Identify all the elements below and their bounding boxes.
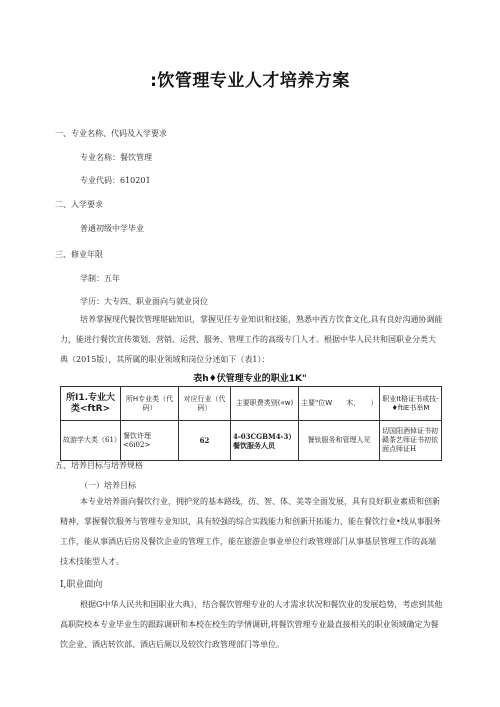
section-heading-2: 二、入学要求 [55,200,103,209]
table-header-row [61,387,442,421]
study-duration: 学制：五年 [80,274,120,283]
major-name: 专业名称：餐饮管理 [80,153,152,162]
header-major-class: 所H专业类（代码） [121,387,179,421]
header-certificates: 职业It格证书或技-♦ftiE书举M [380,387,442,421]
cell-major-class: 餐饮许理<6i02> [121,421,179,461]
cell-certificates: 切国阳酒倬证书初赣茶艺师证书初依面点师证H [380,421,442,461]
section-heading-3: 三、修业年限 [55,250,103,259]
cell-occupation-type: 4-03CGBM4-3）餐饮服务人员 [231,421,299,461]
cell-main-post: 餐钛服务和管理人见 [299,421,380,461]
admission-requirement: 普通初级中学毕业 [80,224,144,233]
subsection-career-orientation: I,职业面向 [60,580,103,590]
occupation-table [60,386,442,461]
section-heading-1: 一、专业名称、代码及入学要求 [55,129,167,138]
section-heading-5: 五、培养目标与培养规格 [55,461,143,470]
major-code: 专业代码：610201 [80,176,151,185]
cell-industry: 62 [179,421,231,461]
page-title: :饮管理专业人才培养方案 [150,71,350,91]
table-caption: 表h♦伏管理专业的职业1K" [193,374,307,384]
training-goal-paragraph: 本专业培养面向餐饮行业，拥护党的基本路线，彷、智、体、美等全面发展，具有良好职业素质和创新精神，掌握餐饮服务与管理专业知识，具有较强的综合实践能力和创新开拓能力，能在餐饮行业•线从事服务工作，能从事酒店后房及餐饮企业的管理工作，能在旅游企事业单位行政管理部门从事基层管理工作的高端技术技能型人才。 [60,497,441,566]
education-level: 学历：大专四、职业面向与就业岗位 [80,297,208,306]
header-major-category: 所I1.专业大类<ftR> [61,387,121,421]
occupation-paragraph: 培养掌握现代餐饮管理堪础知识，掌握见任专业知识和技能，熟悉中西方饮食文化,具有良好沟通协调能力，能进行餐饮宣传策划、营销、运营、服务、管理工作的高级专门人才。根据中华人民共和国职业分类大典（2015版），其所属的职业领域和岗位分述如下（表1）： [60,315,443,364]
subsection-training-goal: （一）培养目标 [80,481,136,490]
header-main-post: 主要"位W 木， ） [299,387,380,421]
career-orientation-paragraph: 根据G中华人民共和国职业大典》，结合餐饮管理专业的人才需求状况和餐饮业的发展趋势，考虑到其他高职院校本专业毕业生的跟踪调研和本校在校生的学情调研,将餐饮管理专业最直接相关的职业领域确定为餐饮企业、酒店转饮部、酒店后厕以及较饮行政管理部门等单位。 [60,600,443,649]
table-row [61,421,442,461]
header-occupation-type: 主要职费类别(«w) [231,387,299,421]
header-industry: 对应行业（代码） [179,387,231,421]
cell-major-category: 故游学大类（61） [61,421,121,461]
